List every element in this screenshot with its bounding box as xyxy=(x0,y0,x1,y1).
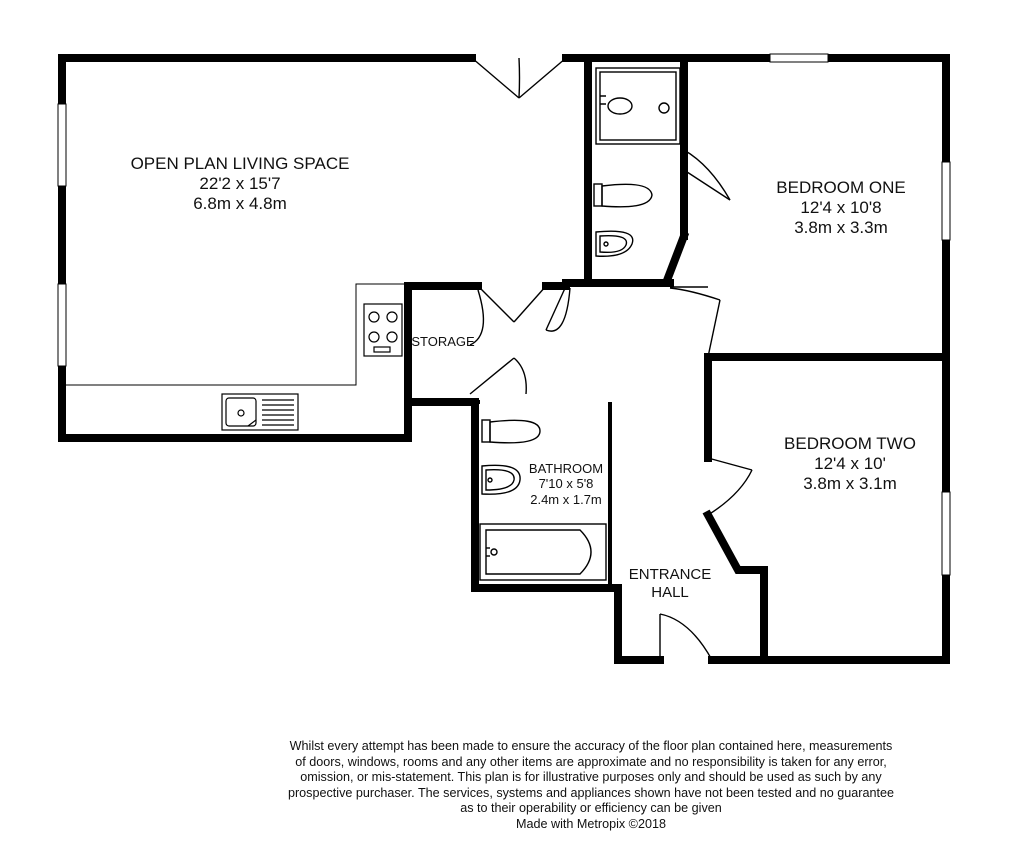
bedroom-one-label xyxy=(741,178,941,238)
entrance-hall-line2: HALL xyxy=(651,583,689,601)
hob xyxy=(364,304,402,356)
bedroom-one-name: BEDROOM ONE xyxy=(776,178,906,197)
kitchen-counter xyxy=(66,284,404,385)
entrance-hall-label xyxy=(614,566,726,601)
disclaimer-line: Whilst every attempt has been made to ensure the accuracy of the floor plan contained here, measurements xyxy=(289,739,893,753)
windows xyxy=(58,54,950,575)
wc-basin xyxy=(596,231,633,256)
storage-label xyxy=(410,334,476,349)
wc-toilet xyxy=(594,184,652,207)
living-room-metric: 6.8m x 4.8m xyxy=(193,194,287,214)
bathroom-label xyxy=(508,461,624,507)
walls xyxy=(62,58,946,660)
bedroom-one-imperial: 12'4 x 10'8 xyxy=(800,198,882,218)
bathroom-metric: 2.4m x 1.7m xyxy=(530,491,602,507)
disclaimer-line: of doors, windows, rooms and any other items are approximate and no responsibility is taken for any error, xyxy=(295,754,887,769)
disclaimer xyxy=(226,739,956,833)
living-room-label xyxy=(90,154,390,214)
disclaimer-line: as to their operability or efficiency can be given xyxy=(460,801,722,816)
bathroom-name: BATHROOM xyxy=(528,461,604,476)
kitchen-sink xyxy=(222,394,298,430)
storage-name: STORAGE xyxy=(411,334,475,349)
living-room-name: OPEN PLAN LIVING SPACE xyxy=(130,154,350,173)
disclaimer-line: omission, or mis-statement. This plan is for illustrative purposes only and should be used as such by any xyxy=(300,770,882,785)
shower-tray xyxy=(596,68,680,144)
bedroom-two-imperial: 12'4 x 10' xyxy=(814,454,886,474)
bathroom-imperial: 7'10 x 5'8 xyxy=(538,476,594,492)
disclaimer-line: prospective purchaser. The services, systems and appliances shown have not been tested and no guarantee xyxy=(287,785,895,800)
living-room-imperial: 22'2 x 15'7 xyxy=(199,174,281,194)
credit-line: Made with Metropix ©2018 xyxy=(516,816,666,831)
bedroom-two-metric: 3.8m x 3.1m xyxy=(803,474,897,494)
bathtub xyxy=(480,524,606,580)
bathroom-toilet xyxy=(482,420,540,443)
bedroom-two-name: BEDROOM TWO xyxy=(784,434,916,453)
entrance-hall-line1: ENTRANCE xyxy=(628,566,712,583)
bedroom-two-label xyxy=(750,434,950,494)
bedroom-one-metric: 3.8m x 3.3m xyxy=(794,218,888,238)
